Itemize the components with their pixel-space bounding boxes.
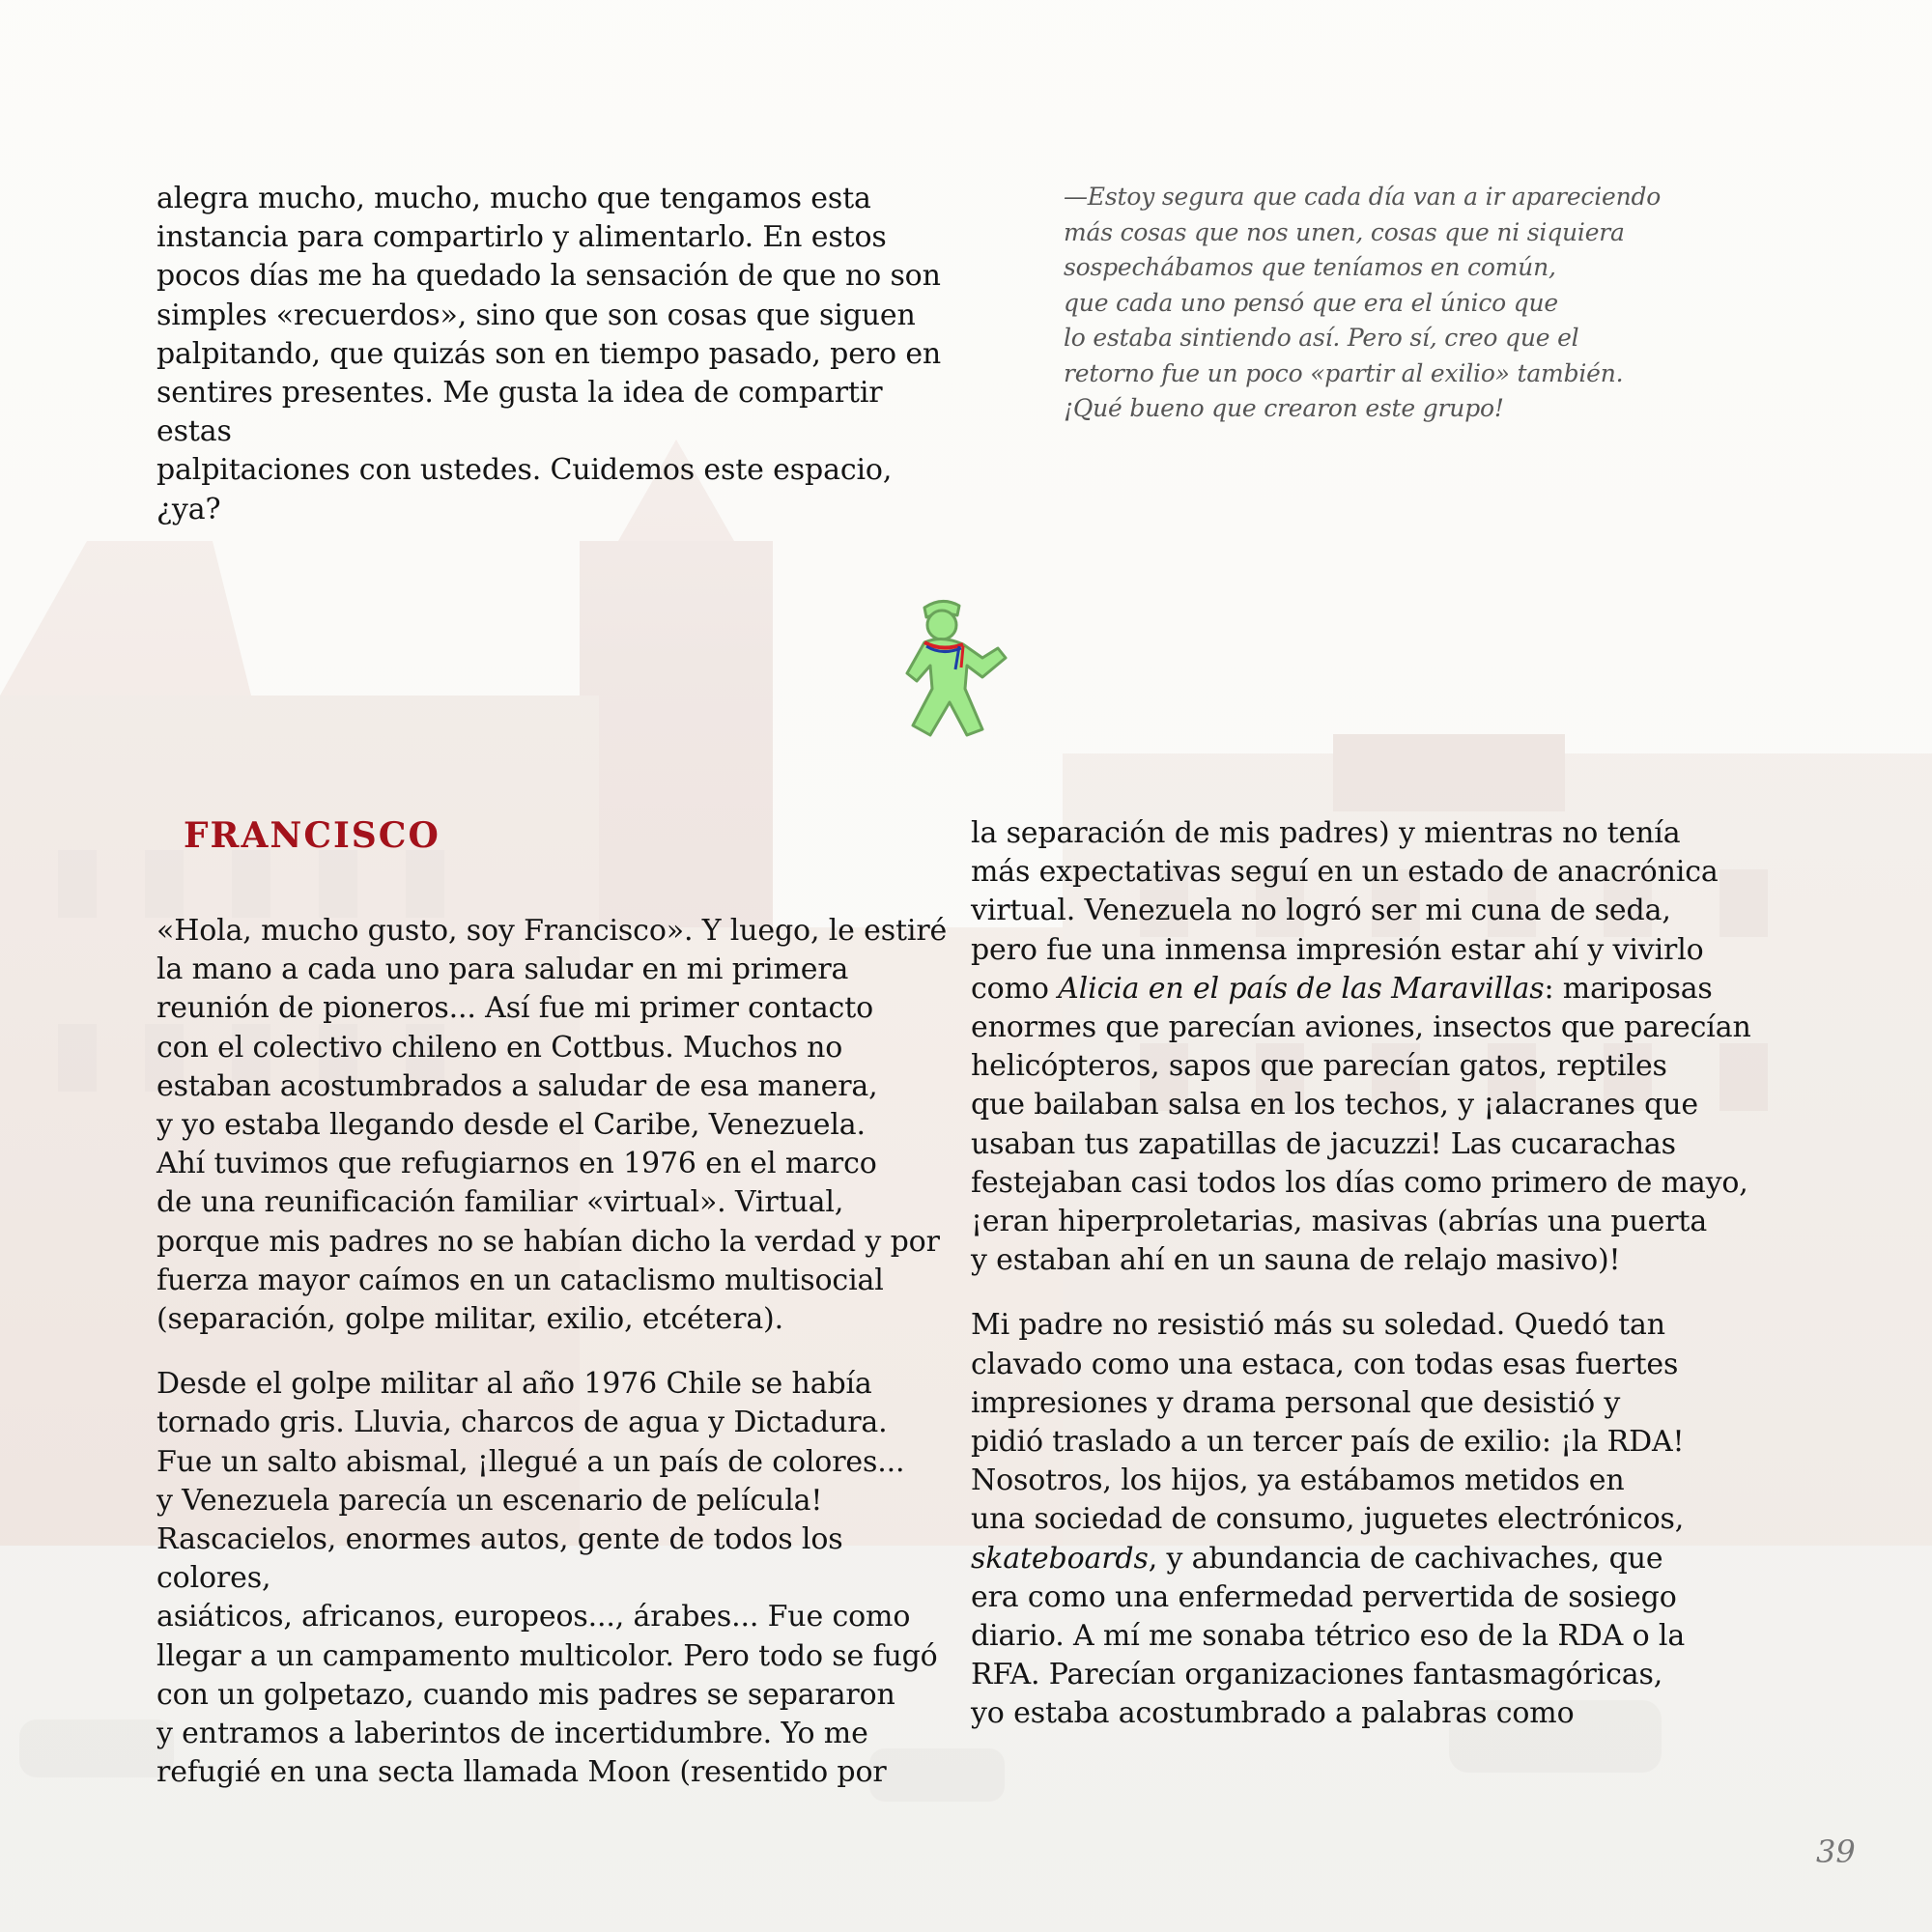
paragraph-1: «Hola, mucho gusto, soy Francisco». Y luego, le estiré la mano a cada uno para saludar en mi primera reunión de pioneros... Así fue mi primer contacto con el colectivo chileno en Cottbus. Muchos no estaban acostumbrados a saludar de esa manera, y yo estaba llegando desde el Caribe, Venezuela. Ahí tuvimos que refugiarnos en 1976 en el marco de una reunificación familiar «virtual». Virtual, porque mis padres no se habían dicho la verdad y por fuerza mayor caímos en un cataclismo multisocial (separación, golpe militar, exilio, etcétera). [156, 914, 948, 1337]
book-title: Alicia en el país de las Maravillas [1058, 971, 1545, 1006]
intro-paragraph: alegra mucho, mucho, mucho que tengamos esta instancia para compartirlo y alimentarlo. En estos pocos días me ha quedado la sensación de que no son simples «recuerdos», sino que son cosas que siguen palpitando, que quizás son en tiempo pasado, pero en sentires presentes. Me gusta la idea de compartir estas palpitaciones con ustedes. Cuidemos este espacio, ¿ya? [156, 182, 942, 526]
paragraph-3: la separación de mis padres) y mientras no tenía más expectativas seguí en un estado de anacrónica virtual. Venezuela no logró ser mi cuna de seda, pero fue una inmensa impresión estar ahí y vivirlo como Alicia en el país de las Maravillas: mariposas enormes que parecían aviones, insectos que parecían helicópteros, sapos que parecían gatos, reptiles que bailaban salsa en los techos, y ¡alacranes que usaban tus zapatillas de jacuzzi! Las cucarachas festejaban casi todos los días como primero de mayo, ¡eran hiperproletarias, masivas (abrías una puerta y estaban ahí en un sauna de relajo masivo)! [971, 816, 1751, 1278]
ampelmann-pioneer-icon [874, 594, 1029, 749]
left-column [156, 912, 949, 1792]
section-heading: FRANCISCO [184, 815, 440, 856]
right-column [971, 814, 1763, 1734]
top-left-column [156, 180, 958, 529]
quote-block [1064, 180, 1740, 427]
paragraph-2: Desde el golpe militar al año 1976 Chile se había tornado gris. Lluvia, charcos de agua y Dictadura. Fue un salto abismal, ¡llegué a un país de colores... y Venezuela parecía un escenario de película! Rascacielos, enormes autos, gente de todos los colores, asiáticos, africanos, europeos..., árabes... Fue como llegar a un campamento multicolor. Pero todo se fugó con un golpetazo, cuando mis padres se separaron y entramos a laberintos de incertidumbre. Yo me refugié en una secta llamada Moon (resentido por [156, 1367, 938, 1790]
page-number: 39 [1816, 1833, 1856, 1870]
emphasis-word: skateboards [971, 1541, 1149, 1576]
quote-text: —Estoy segura que cada día van a ir apareciendo más cosas que nos unen, cosas que ni siquiera sospechábamos que teníamos en común, que cada uno pensó que era el único que lo estaba sintiendo así. Pero sí, creo que el retorno fue un poco «partir al exilio» también. ¡Qué bueno que crearon este grupo! [1064, 183, 1662, 422]
paragraph-4: Mi padre no resistió más su soledad. Quedó tan clavado como una estaca, con todas esas fuertes impresiones y drama personal que desistió y pidió traslado a un tercer país de exilio: ¡la RDA! Nosotros, los hijos, ya estábamos metidos en una sociedad de consumo, juguetes electrónicos, skateboards, y abundancia de cachivaches, que era como una enfermedad pervertida de sosiego diario. A mí me sonaba tétrico eso de la RDA o la RFA. Parecían organizaciones fantasmagóricas, yo estaba acostumbrado a palabras como [971, 1308, 1686, 1731]
